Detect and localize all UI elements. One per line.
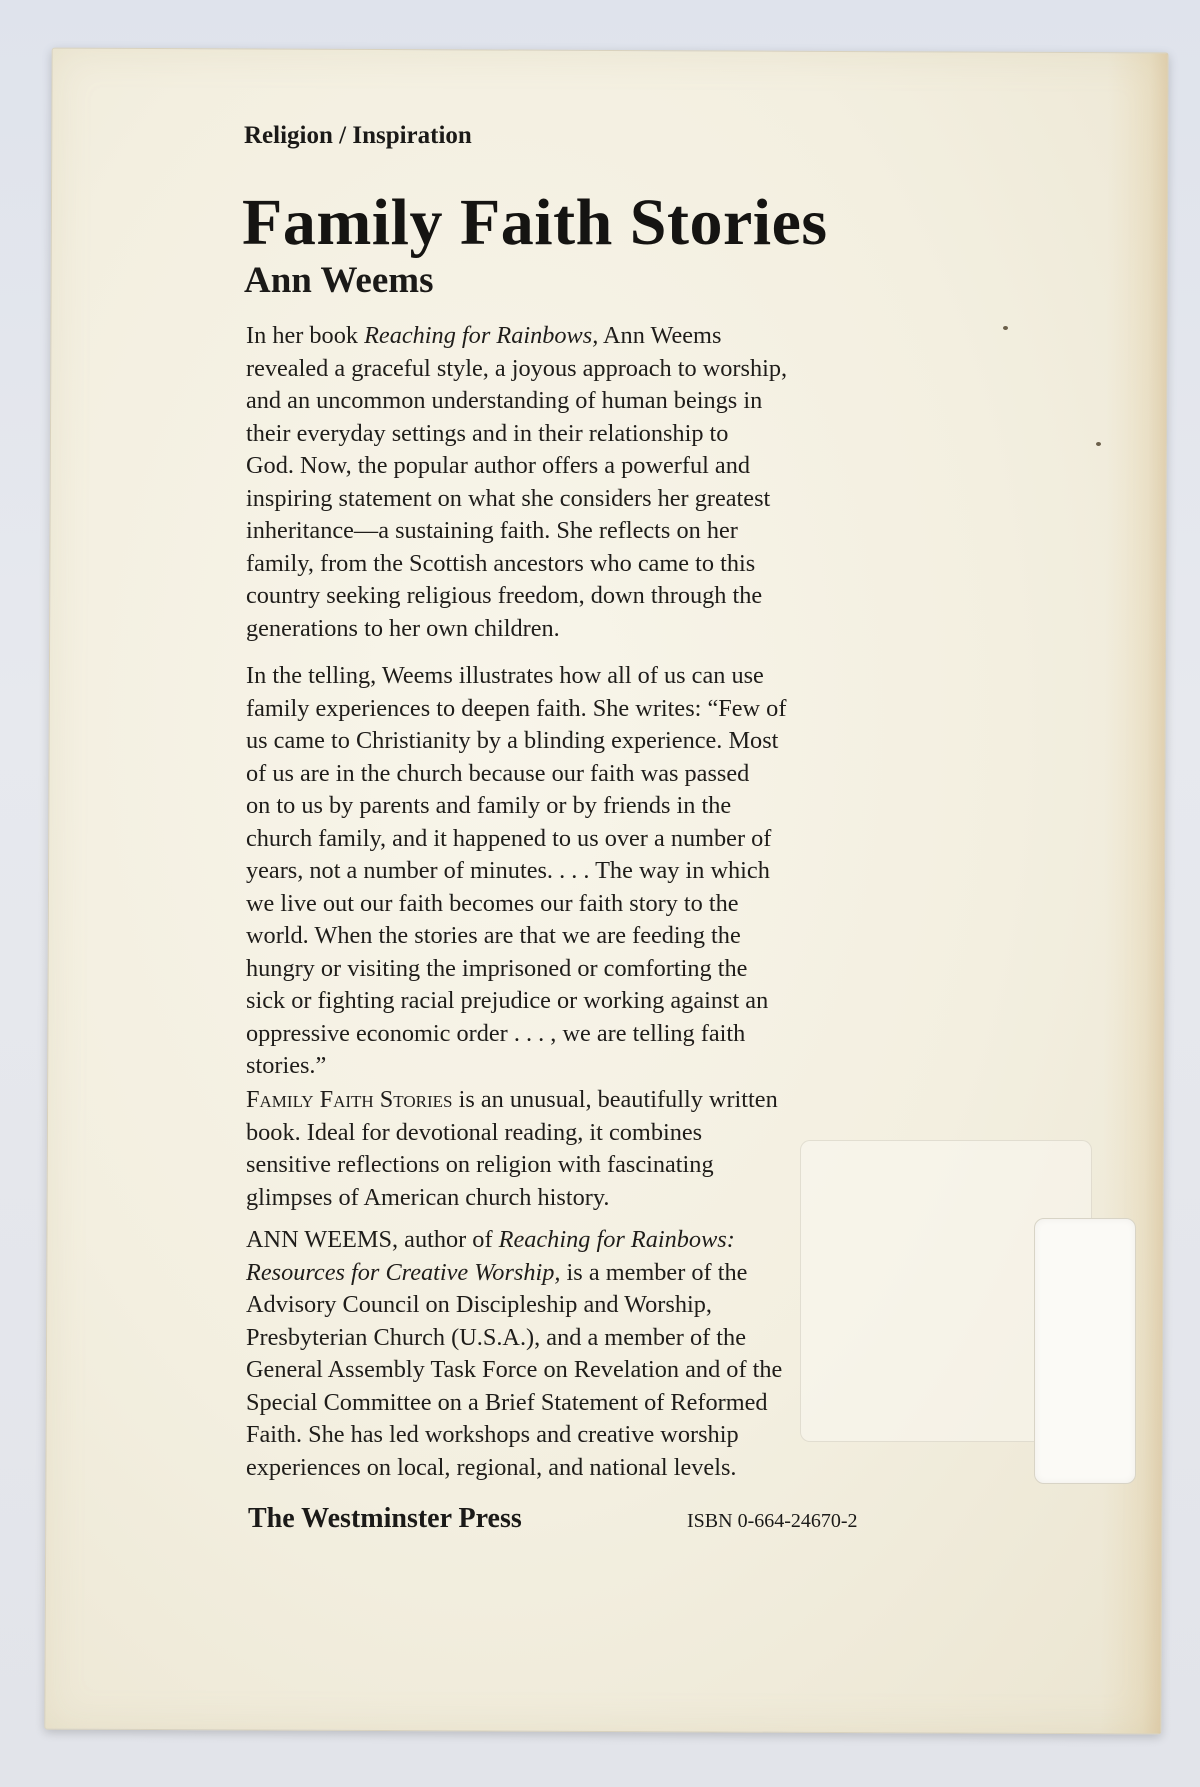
text-line: inspiring statement on what she considers her greatest — [246, 484, 771, 512]
text-line: and an uncommon understanding of human beings in — [246, 387, 763, 414]
text-line: God. Now, the popular author offers a powerful and — [246, 452, 751, 479]
book-title-reference: Family Faith Stories — [246, 1086, 453, 1113]
text-line: church family, and it happened to us over a number of — [246, 824, 772, 852]
text-line: In the telling, Weems illustrates how all of us can use — [246, 662, 764, 689]
text-line — [246, 320, 966, 353]
text-line: generations to her own children. — [246, 614, 560, 642]
text-line: Special Committee on a Brief Statement of Reformed — [246, 1388, 768, 1416]
book-title-reference: Reaching for Rainbows, — [364, 322, 599, 349]
text-run: ANN WEEMS, author of — [246, 1226, 499, 1253]
author-bio-paragraph — [246, 1224, 966, 1484]
text-line: General Assembly Task Force on Revelation and of the — [246, 1356, 783, 1383]
category-label: Religion / Inspiration — [244, 122, 472, 149]
book-title-reference: Resources for Creative Worship, — [246, 1258, 561, 1286]
description-paragraph-2 — [246, 660, 966, 1083]
text-line: country seeking religious freedom, down through the — [246, 582, 763, 609]
text-line: oppressive economic order . . . , we are telling faith — [246, 1019, 746, 1047]
text-line: glimpses of American church history. — [246, 1183, 610, 1211]
text-line: sensitive reflections on religion with fascinating — [246, 1151, 714, 1178]
text-line: inheritance—a sustaining faith. She reflects on her — [246, 517, 738, 544]
isbn-number: ISBN 0-664-24670-2 — [687, 1510, 858, 1532]
text-run: Ann Weems — [598, 322, 722, 349]
description-paragraph-3 — [246, 1084, 966, 1214]
text-line: we live out our faith becomes our faith story to the — [246, 889, 739, 917]
text-line: family, from the Scottish ancestors who came to this — [246, 549, 756, 577]
text-line: us came to Christianity by a blinding experience. Most — [246, 727, 779, 754]
text-run: is a member of the — [560, 1258, 748, 1286]
library-sticker-label — [1034, 1218, 1136, 1484]
text-line: revealed a graceful style, a joyous approach to worship, — [246, 354, 788, 382]
text-line: years, not a number of minutes. . . . The way in which — [246, 857, 770, 884]
description-paragraph-1 — [246, 320, 966, 645]
text-line: Advisory Council on Discipleship and Worship, — [246, 1291, 712, 1318]
text-line — [246, 1084, 966, 1117]
book-title-reference: Reaching for Rainbows: — [498, 1226, 735, 1253]
text-run: In her book — [246, 322, 365, 349]
cover-speck — [1096, 442, 1101, 446]
text-line: experiences on local, regional, and national levels. — [246, 1453, 737, 1481]
text-line: on to us by parents and family or by friends in the — [246, 792, 732, 819]
text-line — [246, 1257, 966, 1290]
text-line: world. When the stories are that we are feeding the — [246, 922, 741, 949]
text-line: hungry or visiting the imprisoned or comforting the — [246, 954, 748, 982]
text-line: their everyday settings and in their relationship to — [246, 419, 729, 447]
cover-speck — [1003, 326, 1008, 330]
text-line — [246, 1224, 966, 1257]
text-line: family experiences to deepen faith. She writes: “Few of — [246, 694, 787, 722]
text-line: sick or fighting racial prejudice or working against an — [246, 987, 769, 1014]
text-run: is an unusual, beautifully written — [452, 1086, 778, 1113]
author-name: Ann Weems — [244, 260, 434, 301]
text-line: stories.” — [246, 1052, 327, 1079]
text-line: book. Ideal for devotional reading, it combines — [246, 1118, 703, 1146]
book-title: Family Faith Stories — [242, 186, 828, 259]
publisher-name: The Westminster Press — [248, 1503, 522, 1534]
text-line: of us are in the church because our faith was passed — [246, 759, 750, 787]
text-line: Faith. She has led workshops and creative worship — [246, 1421, 739, 1448]
text-line: Presbyterian Church (U.S.A.), and a member of the — [246, 1323, 746, 1351]
